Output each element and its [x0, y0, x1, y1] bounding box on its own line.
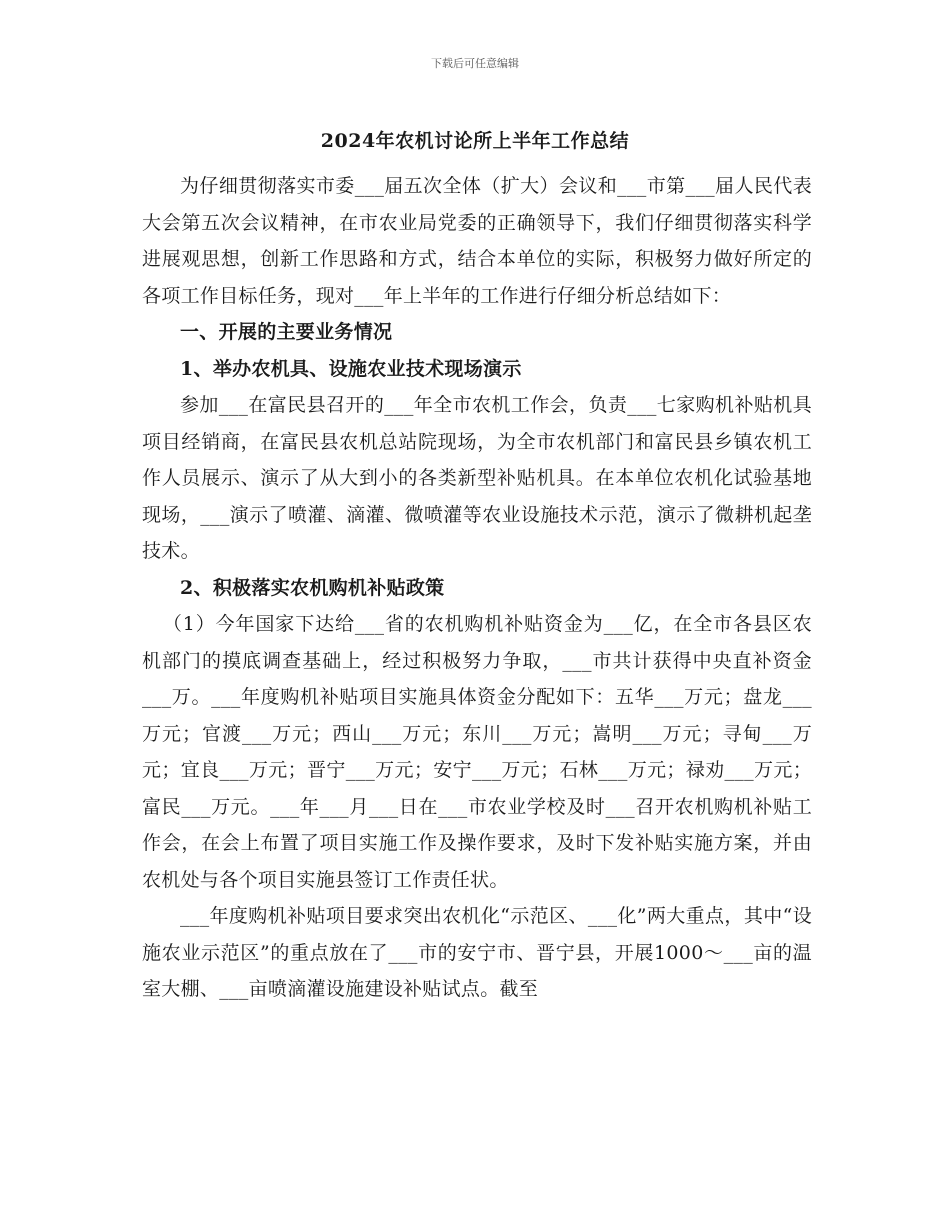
header-note: 下载后可任意编辑: [431, 57, 519, 70]
subsection-2-paragraph-1: （1）今年国家下达给___省的农机购机补贴资金为___亿，在全市各县区农机部门的摸底调查基础上，经过积极努力争取，___市共计获得中央直补资金___万。___年度购机补贴项目实施具体资金分配如下：五华___万元；盘龙___万元；官渡___万元；西山___万元；东川___万元；嵩明___万元；寻甸___万元；宜良___万元；晋宁___万元；安宁___万元；石林___万元；禄劝___万元；富民___万元。___年___月___日在___市农业学校及时___召开农机购机补贴工作会，在会上布置了项目实施工作及操作要求，及时下发补贴实施方案，并由农机处与各个项目实施县签订工作责任状。: [142, 613, 812, 891]
section-heading: 一、开展的主要业务情况: [180, 321, 393, 343]
subsection-1-paragraph: 参加___在富民县召开的___年全市农机工作会，负责___七家购机补贴机具项目经销商，在富民县农机总站院现场，为全市农机部门和富民县乡镇农机工作人员展示、演示了从大到小的各类新型补贴机具。在本单位农机化试验基地现场，___演示了喷灌、滴灌、微喷灌等农业设施技术示范，演示了微耕机起垄技术。: [142, 394, 812, 562]
subsection-heading-2: 2、积极落实农机购机补贴政策: [180, 576, 445, 599]
document-title: 2024年农机讨论所上半年工作总结: [320, 130, 630, 152]
intro-paragraph: 为仔细贯彻落实市委___届五次全体（扩大）会议和___市第___届人民代表大会第五次会议精神，在市农业局党委的正确领导下，我们仔细贯彻落实科学进展观思想，创新工作思路和方式，结合本单位的实际，积极努力做好所定的各项工作目标任务，现对___年上半年的工作进行仔细分析总结如下：: [142, 175, 812, 307]
subsection-2-paragraph-2: ___年度购机补贴项目要求突出农机化“示范区、___化”两大重点，其中“设施农业示范区”的重点放在了___市的安宁市、晋宁县，开展1000～___亩的温室大棚、___亩喷滴灌设施建设补贴试点。截至: [142, 905, 812, 1000]
document-body: [142, 168, 812, 1008]
subsection-heading-1: 1、举办农机具、设施农业技术现场演示: [180, 357, 522, 380]
